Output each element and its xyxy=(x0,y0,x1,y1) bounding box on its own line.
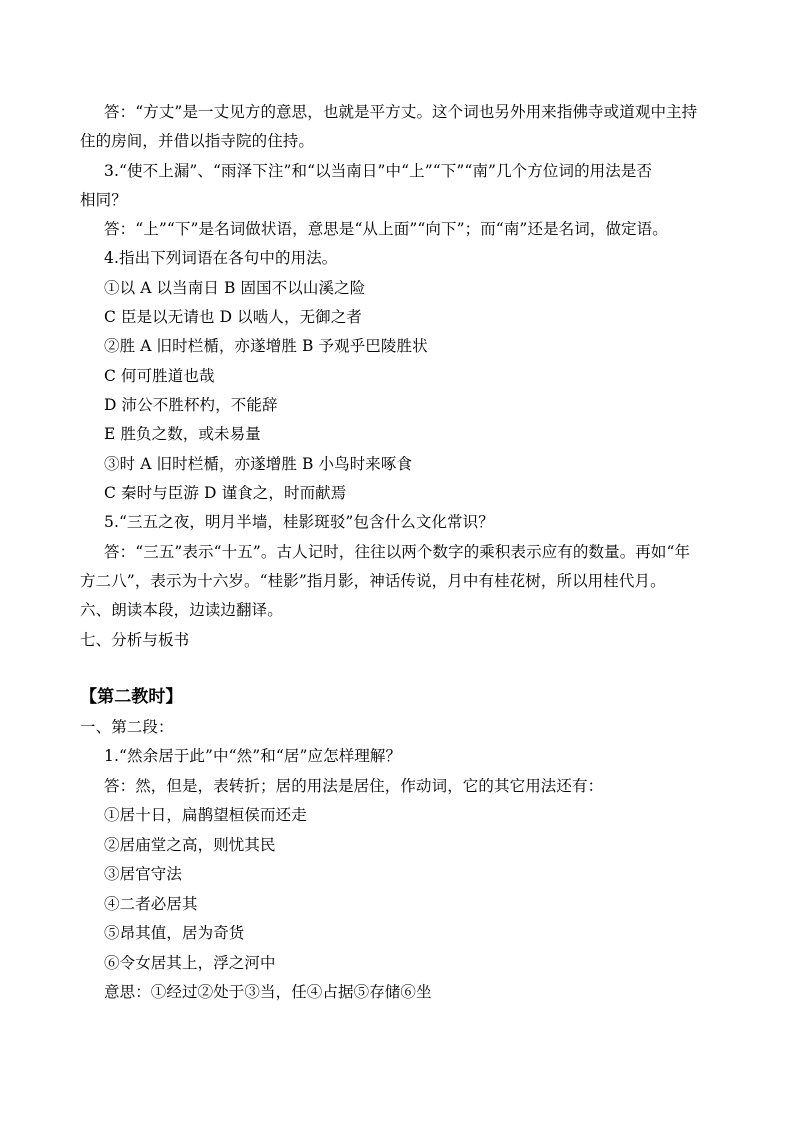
part-one-heading: 一、第二段： xyxy=(80,718,174,736)
ju-meanings: 意思：①经过②处于③当，任④占据⑤存储⑥坐 xyxy=(104,983,432,1001)
ju-example-5: ⑤昂其值，居为奇货 xyxy=(104,924,245,942)
answer-fangzhang-line-1: 答：“方丈”是一丈见方的意思，也就是平方丈。这个词也另外用来指佛寺或道观中主持 xyxy=(104,103,698,121)
item-sheng-2: C 何可胜道也哉 xyxy=(104,367,215,385)
answer-3: 答：“上”“下”是名词做状语，意思是“从上面”“向下”；而“南”还是名词，做定语。 xyxy=(104,220,668,238)
section-seven: 七、分析与板书 xyxy=(80,631,190,649)
question-ran-ju: 1.“然余居于此”中“然”和“居”应怎样理解？ xyxy=(104,747,402,765)
question-4: 4.指出下列词语在各句中的用法。 xyxy=(104,249,338,267)
item-yi-1: ①以 A 以当南日 B 固国不以山溪之险 xyxy=(104,279,366,297)
item-yi-2: C 臣是以无请也 D 以啮人，无御之者 xyxy=(104,308,362,326)
answer-ran-ju: 答：然，但是，表转折；居的用法是居住，作动词，它的其它用法还有： xyxy=(104,777,604,795)
item-shi-2: C 秦时与臣游 D 谨食之，时而献焉 xyxy=(104,484,347,502)
answer-5-line-2: 方二八”，表示为十六岁。“桂影”指月影，神话传说，月中有桂花树，所以用桂代月。 xyxy=(80,572,666,590)
ju-example-3: ③居官守法 xyxy=(104,865,183,883)
ju-example-1: ①居十日，扁鹊望桓侯而还走 xyxy=(104,806,307,824)
item-shi-1: ③时 A 旧时栏楯，亦遂增胜 B 小鸟时来啄食 xyxy=(104,455,413,473)
ju-example-2: ②居庙堂之高，则忧其民 xyxy=(104,836,276,854)
answer-5-line-1: 答：“三五”表示“十五”。古人记时，往往以两个数字的乘积表示应有的数量。再如“年 xyxy=(104,543,691,561)
ju-example-6: ⑥令女居其上，浮之河中 xyxy=(104,954,276,972)
question-3-line-1: 3.“使不上漏”、“雨泽下注”和“以当南日”中“上”“下”“南”几个方位词的用法是否 xyxy=(104,162,653,180)
item-sheng-3: D 沛公不胜杯杓，不能辞 xyxy=(104,396,278,414)
question-5: 5.“三五之夜，明月半墙，桂影斑驳”包含什么文化常识？ xyxy=(104,513,494,531)
ju-example-4: ④二者必居其 xyxy=(104,895,198,913)
second-lesson-heading: 【第二教时】 xyxy=(80,687,183,707)
question-3-line-2: 相同？ xyxy=(80,191,127,209)
section-six: 六、朗读本段，边读边翻译。 xyxy=(80,601,283,619)
item-sheng-1: ②胜 A 旧时栏楯，亦遂增胜 B 予观乎巴陵胜状 xyxy=(104,337,428,355)
item-sheng-4: E 胜负之数，或未易量 xyxy=(104,425,261,443)
answer-fangzhang-line-2: 住的房间，并借以指寺院的住持。 xyxy=(80,132,315,150)
